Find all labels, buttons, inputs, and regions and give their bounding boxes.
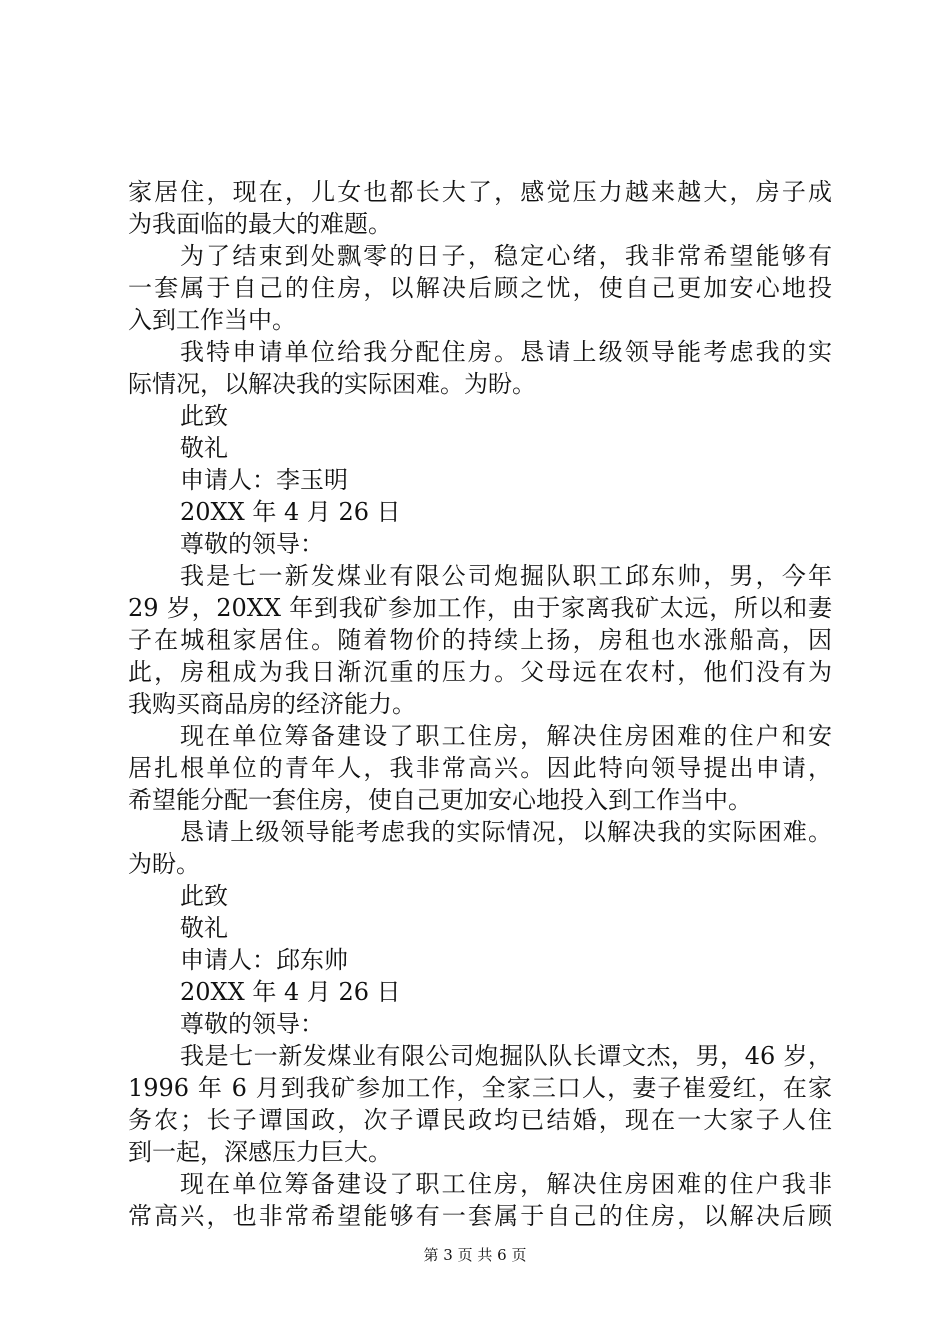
closing-salutation: 此致 xyxy=(180,882,228,910)
page-number-footer: 第 3 页 共 6 页 xyxy=(423,1246,527,1264)
body-line: 一套属于自己的住房，以解决后顾之忧，使自己更加安心地投 xyxy=(128,274,832,302)
body-line: 我是七一新发煤业有限公司炮掘队队长谭文杰，男，46 岁， xyxy=(180,1042,832,1070)
body-line: 恳请上级领导能考虑我的实际情况，以解决我的实际困难。 xyxy=(180,818,832,846)
body-line: 为盼。 xyxy=(128,850,200,878)
body-line: 我特申请单位给我分配住房。恳请上级领导能考虑我的实 xyxy=(180,338,832,366)
body-line: 常高兴，也非常希望能够有一套属于自己的住房，以解决后顾 xyxy=(128,1202,832,1230)
body-line: 入到工作当中。 xyxy=(128,306,296,334)
body-line: 我购买商品房的经济能力。 xyxy=(128,690,416,718)
body-line: 我是七一新发煤业有限公司炮掘队职工邱东帅，男，今年 xyxy=(180,562,832,590)
body-line: 居扎根单位的青年人，我非常高兴。因此特向领导提出申请， xyxy=(128,754,832,782)
date-line: 20XX 年 4 月 26 日 xyxy=(180,498,401,526)
date-line: 20XX 年 4 月 26 日 xyxy=(180,978,401,1006)
body-line: 现在单位筹备建设了职工住房，解决住房困难的住户我非 xyxy=(180,1170,832,1198)
body-line: 为我面临的最大的难题。 xyxy=(128,210,392,238)
body-line: 务农；长子谭国政，次子谭民政均已结婚，现在一大家子人住 xyxy=(128,1106,832,1134)
body-line: 子在城租家居住。随着物价的持续上扬，房租也水涨船高，因 xyxy=(128,626,832,654)
body-line: 此，房租成为我日渐沉重的压力。父母远在农村，他们没有为 xyxy=(128,658,832,686)
greeting: 尊敬的领导： xyxy=(180,530,324,558)
closing-salutation: 此致 xyxy=(180,402,228,430)
body-line: 为了结束到处飘零的日子，稳定心绪，我非常希望能够有 xyxy=(180,242,832,270)
greeting: 尊敬的领导： xyxy=(180,1010,324,1038)
body-line: 际情况，以解决我的实际困难。为盼。 xyxy=(128,370,536,398)
body-line: 希望能分配一套住房，使自己更加安心地投入到工作当中。 xyxy=(128,786,752,814)
applicant-name: 申请人：李玉明 xyxy=(180,466,348,494)
body-line: 家居住，现在，儿女也都长大了，感觉压力越来越大，房子成 xyxy=(128,178,832,206)
body-line: 1996 年 6 月到我矿参加工作，全家三口人，妻子崔爱红，在家 xyxy=(128,1074,832,1102)
closing-regards: 敬礼 xyxy=(180,914,228,942)
body-line: 到一起，深感压力巨大。 xyxy=(128,1138,392,1166)
body-line: 29 岁，20XX 年到我矿参加工作，由于家离我矿太远，所以和妻 xyxy=(128,594,832,622)
body-line: 现在单位筹备建设了职工住房，解决住房困难的住户和安 xyxy=(180,722,832,750)
closing-regards: 敬礼 xyxy=(180,434,228,462)
applicant-name: 申请人：邱东帅 xyxy=(180,946,348,974)
